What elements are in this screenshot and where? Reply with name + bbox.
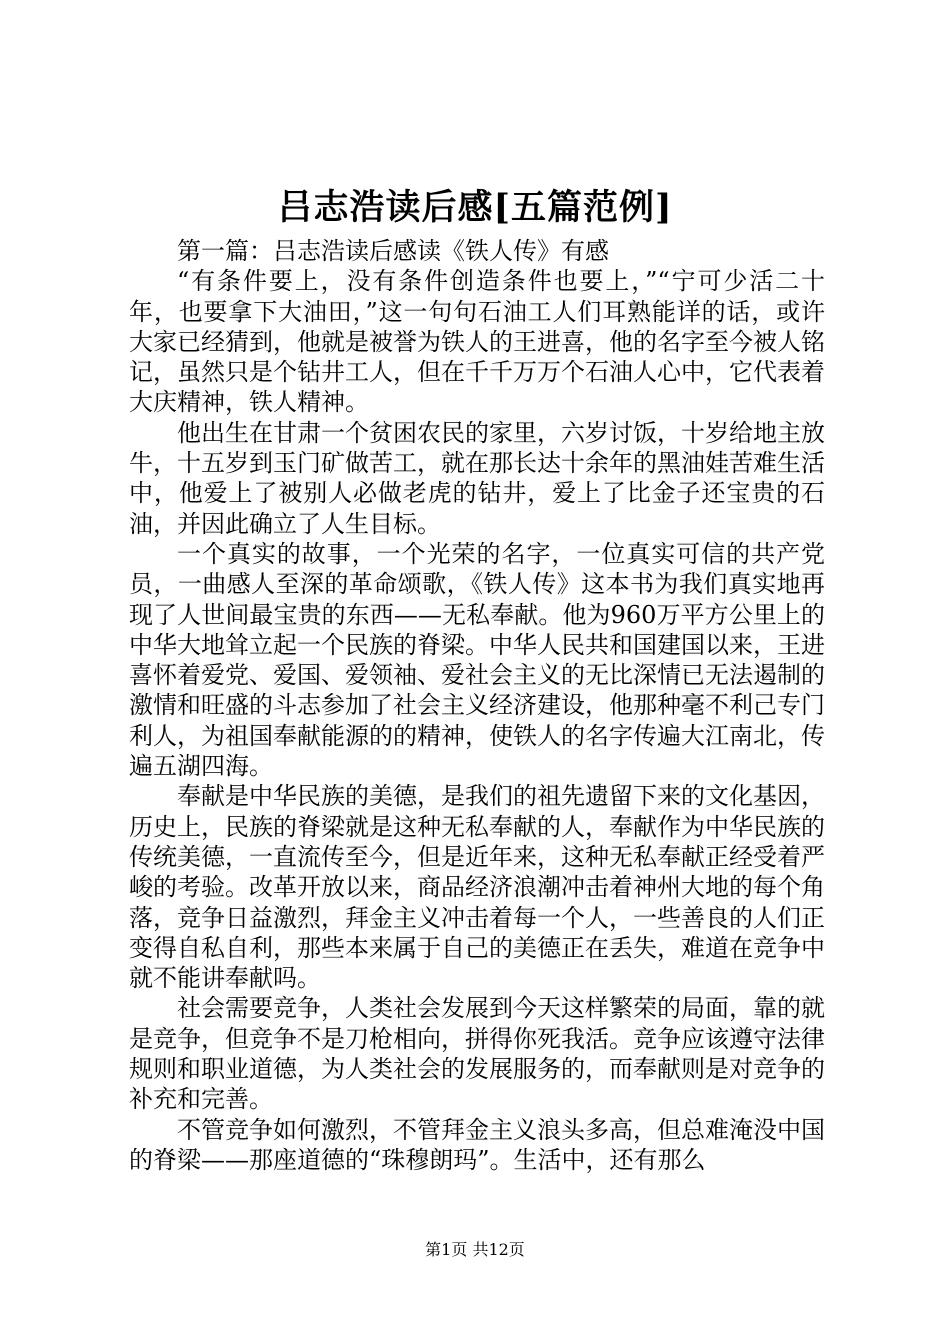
body-paragraph: 一个真实的故事，一个光荣的名字，一位真实可信的共产党员，一曲感人至深的革命颂歌，《铁人传》这本书为我们真实地再现了人世间最宝贵的东西——无私奉献。他为960万平方公里上的中华大地耸立起一个民族的脊梁。中华人民共和国建国以来，王进喜怀着爱党、爱国、爱领袖、爱社会主义的无比深情已无法遏制的激情和旺盛的斗志参加了社会主义经济建设，他那种毫不利己专门利人，为祖国奉献能源的的精神，使铁人的名字传遍大江南北，传遍五湖四海。 [129, 539, 825, 781]
section-heading: 第一篇：吕志浩读后感读《铁人传》有感 [177, 237, 609, 265]
document-body [129, 236, 825, 1175]
body-paragraph: 社会需要竞争，人类社会发展到今天这样繁荣的局面，靠的就是竞争，但竞争不是刀枪相向，拼得你死我活。竞争应该遵守法律规则和职业道德，为人类社会的发展服务的，而奉献则是对竞争的补充和完善。 [129, 994, 825, 1114]
body-paragraph: 他出生在甘肃一个贫困农民的家里，六岁讨饭，十岁给地主放牛，十五岁到玉门矿做苦工，就在那长达十余年的黑油娃苦难生活中，他爱上了被别人必做老虎的钻井，爱上了比金子还宝贵的石油，并因此确立了人生目标。 [129, 418, 825, 538]
page-number-footer: 第1页 共12页 [425, 1240, 525, 1259]
body-paragraph: 奉献是中华民族的美德，是我们的祖先遗留下来的文化基因，历史上，民族的脊梁就是这种无私奉献的人，奉献作为中华民族的传统美德，一直流传至今，但是近年来，这种无私奉献正经受着严峻的考验。改革开放以来，商品经济浪潮冲击着神州大地的每个角落，竞争日益激烈，拜金主义冲击着每一个人，一些善良的人们正变得自私自利，那些本来属于自己的美德正在丢失，难道在竞争中就不能讲奉献吗。 [129, 782, 825, 993]
document-title: 吕志浩读后感[五篇范例] [277, 187, 673, 228]
body-paragraph: 不管竞争如何激烈，不管拜金主义浪头多高，但总难淹没中国的脊梁——那座道德的“珠穆朗玛”。生活中，还有那么 [129, 1115, 825, 1174]
body-paragraph: “有条件要上，没有条件创造条件也要上，”“宁可少活二十年，也要拿下大油田，”这一句句石油工人们耳熟能详的话，或许大家已经猜到，他就是被誉为铁人的王进喜，他的名字至今被人铭记，虽然只是个钻井工人，但在千千万万个石油人心中，它代表着大庆精神，铁人精神。 [129, 267, 825, 417]
